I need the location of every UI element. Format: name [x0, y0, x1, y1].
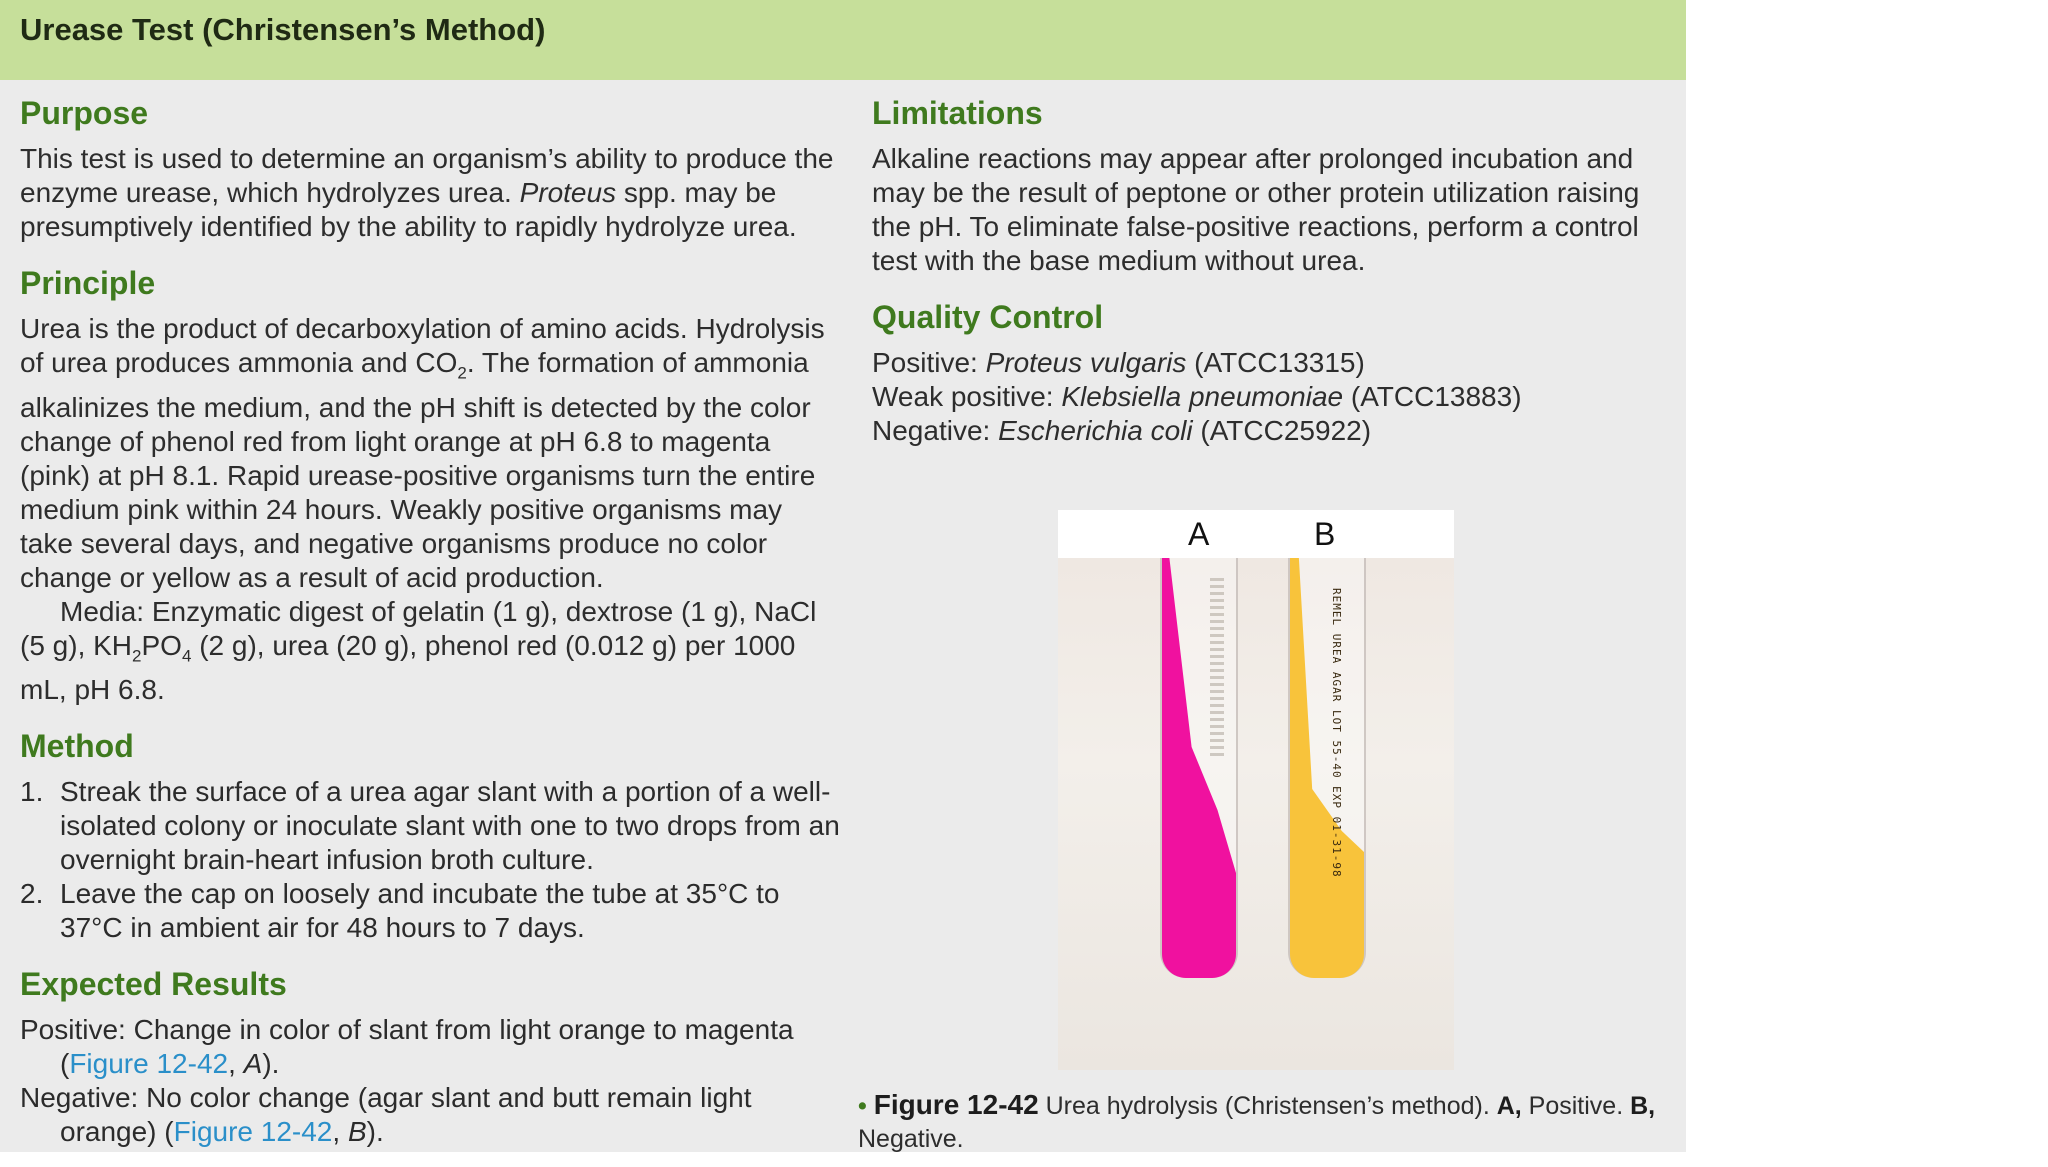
- tube-a-print: [1210, 578, 1224, 758]
- negative-sep: ,: [332, 1116, 348, 1148]
- negative-italic: B: [347, 1116, 367, 1148]
- tube-b-print: REMEL UREA AGAR LOT 55-40 EXP 01-31-98: [1330, 588, 1343, 878]
- method-section: [20, 725, 840, 945]
- media-text-2: PO: [141, 629, 182, 661]
- qc-strain: (ATCC13883): [1343, 381, 1522, 412]
- media-sub-1: 2: [132, 646, 142, 666]
- tube-b-negative: [1288, 558, 1366, 978]
- qc-row: [872, 414, 1682, 448]
- principle-text-2: . The formation of ammonia alkalinizes the medium, and the pH shift is detected by the color change of phenol red from light orange at pH 6.8 to magenta (pink) at pH 8.1. Rapid urease-positive organisms turn the entire medium pink within 24 hours. Weakly positive organisms may take several days, and negative organisms produce no color change or yellow as a result of acid production.: [20, 347, 816, 593]
- qc-organism: Klebsiella pneumoniae: [1061, 381, 1344, 412]
- caption-figure-number: Figure 12-42: [873, 1089, 1039, 1120]
- urea-tubes-photo: [1058, 558, 1454, 1070]
- caption-b-text: Negative.: [858, 1125, 964, 1153]
- caption-bullet: •: [858, 1092, 867, 1120]
- quality-control-heading: Quality Control: [872, 299, 1104, 335]
- expected-positive: [20, 1013, 840, 1081]
- magenta-agar: [1162, 558, 1236, 978]
- qc-label: Weak positive:: [872, 381, 1062, 412]
- step-text: Streak the surface of a urea agar slant with a portion of a well-isolated colony or inoculate slant with one to two drops from an overnight brain-heart infusion broth culture.: [60, 776, 840, 876]
- positive-text: Positive: Change in color of slant from light orange to magenta (: [20, 1014, 794, 1080]
- qc-row: [872, 380, 1682, 414]
- negative-text: Negative: No color change (agar slant and butt remain light orange) (: [20, 1082, 752, 1148]
- media-sub-2: 4: [181, 646, 192, 666]
- purpose-section: [20, 92, 840, 244]
- caption-b: B,: [1630, 1092, 1656, 1120]
- qc-organism: Proteus vulgaris: [985, 347, 1187, 378]
- principle-text-1: Urea is the product of decarboxylation of amino acids. Hydrolysis of urea produces ammonia and CO: [20, 313, 825, 378]
- positive-end: ).: [262, 1048, 280, 1080]
- step-number: 2.: [20, 878, 44, 910]
- method-steps: [20, 775, 840, 945]
- right-column: [872, 92, 1682, 466]
- tube-a-positive: [1160, 558, 1238, 978]
- caption-text: Urea hydrolysis (Christensen’s method).: [1038, 1092, 1497, 1120]
- figure-caption: [858, 1088, 1684, 1156]
- purpose-italic: Proteus: [519, 177, 617, 208]
- qc-strain: (ATCC13315): [1186, 347, 1365, 378]
- principle-media: [20, 595, 840, 708]
- principle-text: [20, 312, 840, 595]
- title-bar: [0, 0, 1686, 80]
- quality-control-section: [872, 296, 1682, 448]
- positive-italic: A: [243, 1048, 263, 1080]
- method-step: [20, 877, 840, 945]
- positive-sep: ,: [228, 1048, 244, 1080]
- caption-a: A,: [1496, 1092, 1522, 1120]
- purpose-text: [20, 142, 840, 244]
- principle-heading: Principle: [20, 265, 156, 301]
- limitations-text: Alkaline reactions may appear after prolonged incubation and may be the result of peptone or other protein utilization raising the pH. To eliminate false-positive reactions, perform a control test with the base medium without urea.: [872, 143, 1640, 276]
- purpose-text-2: spp. may be presumptively identified by the ability to rapidly hydrolyze urea.: [20, 177, 797, 242]
- principle-sub: 2: [457, 363, 467, 383]
- media-text-3: (2 g), urea (20 g), phenol red (0.012 g) per 1000 mL, pH 6.8.: [20, 629, 796, 706]
- orange-agar: [1290, 558, 1364, 978]
- step-number: 1.: [20, 776, 44, 808]
- qc-organism: Escherichia coli: [998, 415, 1193, 446]
- method-heading: Method: [20, 728, 134, 765]
- qc-label: Positive:: [872, 347, 986, 378]
- purpose-heading: Purpose: [20, 95, 149, 131]
- figure-link-b[interactable]: Figure 12-42: [173, 1116, 333, 1148]
- caption-a-text: Positive.: [1521, 1092, 1631, 1120]
- method-step: [20, 775, 840, 877]
- qc-label: Negative:: [872, 415, 999, 446]
- media-text-1: Media: Enzymatic digest of gelatin (1 g), dextrose (1 g), NaCl (5 g), KH: [20, 595, 817, 661]
- figure-label-b: B: [1314, 516, 1336, 552]
- left-column: [20, 92, 840, 1167]
- expected-negative: [20, 1081, 840, 1149]
- step-text: Leave the cap on loosely and incubate the tube at 35°C to 37°C in ambient air for 48 hours to 7 days.: [60, 878, 780, 944]
- figure-12-42: [1058, 510, 1454, 1070]
- purpose-text-1: This test is used to determine an organism’s ability to produce the enzyme urease, which hydrolyzes urea.: [20, 143, 834, 208]
- expected-results-heading: Expected Results: [20, 966, 287, 1003]
- limitations-section: [872, 92, 1682, 278]
- page-title: Urease Test (Christensen’s Method): [20, 12, 546, 47]
- negative-end: ).: [366, 1116, 384, 1148]
- expected-results-section: [20, 963, 840, 1149]
- figure-link-a[interactable]: Figure 12-42: [69, 1048, 229, 1080]
- limitations-heading: Limitations: [872, 95, 1043, 131]
- principle-section: [20, 262, 840, 707]
- qc-strain: (ATCC25922): [1192, 415, 1372, 446]
- qc-row: [872, 346, 1682, 380]
- figure-label-a: A: [1188, 516, 1210, 552]
